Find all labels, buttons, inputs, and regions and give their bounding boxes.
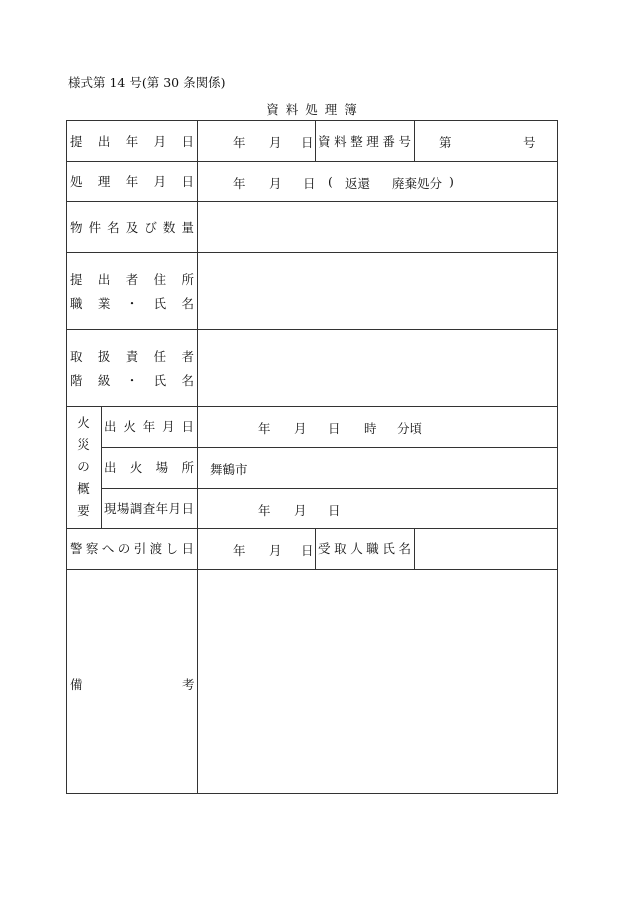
label-char: 住	[153, 272, 167, 287]
handler-rank-label	[70, 370, 194, 390]
outbreak-hour-char: 時	[364, 421, 377, 436]
process-open-paren: (	[328, 174, 333, 189]
label-char: 受	[318, 541, 331, 556]
receiver-name-label	[318, 538, 411, 558]
label-char: 取	[70, 349, 83, 364]
label-char: 氏	[153, 296, 167, 311]
process-close-paren: )	[449, 174, 454, 189]
police-handover-label	[70, 538, 194, 558]
label-char: 数	[162, 220, 176, 235]
item-label	[70, 217, 194, 237]
row-divider	[66, 329, 558, 330]
submitter-address-label	[70, 269, 194, 289]
remarks-label-left: 備	[70, 677, 83, 692]
label-char: 日	[181, 174, 194, 189]
process-option-return: 返還	[345, 176, 371, 191]
fire-summary-char: 概	[77, 481, 90, 496]
row-divider	[66, 201, 558, 202]
row-divider	[66, 569, 558, 570]
label-char: 理	[97, 174, 111, 189]
fire-summary-char: の	[77, 459, 90, 474]
label-char: 月	[162, 419, 175, 434]
label-char: 名	[398, 541, 411, 556]
process-date-day-char: 日	[303, 176, 316, 191]
outbreak-day-char: 日	[328, 421, 341, 436]
fire-summary-char: 要	[77, 503, 90, 518]
police-day-char: 日	[301, 543, 314, 558]
column-divider	[414, 528, 415, 569]
outbreak-month-char: 月	[294, 421, 307, 436]
label-char: 出	[104, 460, 117, 475]
survey-date-label	[104, 498, 194, 518]
label-char: 年	[155, 501, 169, 516]
label-char: ・	[125, 373, 139, 388]
label-char: 量	[181, 220, 194, 235]
label-char: 日	[181, 541, 194, 556]
label-char: 提	[70, 134, 83, 149]
remarks-label-right: 考	[182, 677, 195, 692]
outbreak-date-label	[104, 416, 194, 436]
label-char: 理	[366, 134, 379, 149]
row-divider	[101, 447, 558, 448]
document-number-suffix: 号	[523, 135, 536, 150]
label-char: 級	[97, 373, 111, 388]
label-char: 引	[133, 541, 147, 556]
label-char: 人	[350, 541, 363, 556]
label-char: 日	[181, 419, 194, 434]
label-char: 日	[181, 134, 194, 149]
label-char: 月	[153, 134, 167, 149]
label-char: 名	[107, 220, 120, 235]
row-divider	[66, 406, 558, 407]
survey-day-char: 日	[328, 503, 341, 518]
label-char: 職	[70, 296, 83, 311]
label-char: 渡	[149, 541, 163, 556]
column-divider	[197, 120, 198, 794]
document-number-prefix: 第	[439, 135, 452, 150]
survey-month-char: 月	[294, 503, 307, 518]
process-date-month-char: 月	[269, 176, 282, 191]
column-divider	[101, 406, 102, 528]
label-char: 出	[97, 272, 111, 287]
row-divider	[101, 488, 558, 489]
label-char: 業	[97, 296, 111, 311]
fire-summary-label	[66, 412, 101, 522]
label-char: 日	[181, 501, 194, 516]
label-char: 所	[181, 460, 194, 475]
outbreak-year-char: 年	[258, 421, 271, 436]
outbreak-location-value: 舞鶴市	[210, 462, 248, 477]
process-option-dispose: 廃棄処分	[392, 176, 443, 191]
process-date-label	[70, 171, 194, 191]
submit-date-month-char: 月	[269, 135, 282, 150]
submit-date-day-char: 日	[301, 135, 314, 150]
label-char: 者	[181, 349, 194, 364]
label-char: 火	[123, 419, 136, 434]
police-year-char: 年	[233, 543, 246, 558]
outbreak-minute-char: 分頃	[397, 421, 423, 436]
form-number: 様式第 14 号(第 30 条関係)	[68, 75, 226, 90]
label-char: 月	[153, 174, 167, 189]
fire-summary-char: 火	[77, 415, 90, 430]
label-char: 年	[125, 174, 139, 189]
label-char: の	[117, 541, 131, 556]
label-char: 取	[334, 541, 347, 556]
label-char: 現	[104, 501, 117, 516]
label-char: 料	[334, 134, 347, 149]
column-divider	[315, 120, 316, 161]
row-divider	[66, 161, 558, 162]
label-char: 者	[125, 272, 139, 287]
process-date-year-char: 年	[233, 176, 246, 191]
label-char: 所	[181, 272, 194, 287]
survey-year-char: 年	[258, 503, 271, 518]
label-char: 察	[85, 541, 99, 556]
document-number-label	[318, 131, 411, 151]
label-char: 番	[382, 134, 395, 149]
label-char: 整	[350, 134, 363, 149]
page-title: 資料処理簿	[266, 102, 364, 117]
label-char: 件	[88, 220, 102, 235]
submit-date-year-char: 年	[233, 135, 246, 150]
label-char: 名	[181, 296, 194, 311]
label-char: 場	[116, 501, 130, 516]
label-char: 任	[153, 349, 167, 364]
label-char: 調	[129, 501, 143, 516]
label-char: 氏	[382, 541, 395, 556]
label-char: 階	[70, 373, 83, 388]
label-char: 責	[125, 349, 139, 364]
row-divider	[66, 252, 558, 253]
label-char: 号	[398, 134, 411, 149]
submit-date-label	[70, 131, 194, 151]
label-char: 出	[97, 134, 111, 149]
label-char: 資	[318, 134, 331, 149]
label-char: 物	[70, 220, 83, 235]
label-char: 警	[70, 541, 83, 556]
label-char: し	[165, 541, 179, 556]
label-char: 場	[155, 460, 169, 475]
police-month-char: 月	[269, 543, 282, 558]
label-char: 火	[129, 460, 143, 475]
label-char: ・	[125, 296, 139, 311]
row-divider	[66, 528, 558, 529]
column-divider	[414, 120, 415, 161]
label-char: 月	[168, 501, 182, 516]
fire-summary-char: 災	[77, 437, 90, 452]
label-char: へ	[101, 541, 115, 556]
label-char: 年	[142, 419, 156, 434]
label-char: 職	[366, 541, 379, 556]
label-char: 及	[125, 220, 139, 235]
label-char: 出	[104, 419, 117, 434]
submitter-name-label	[70, 293, 194, 313]
label-char: 扱	[97, 349, 111, 364]
handler-label	[70, 346, 194, 366]
label-char: 査	[142, 501, 156, 516]
label-char: び	[144, 220, 157, 235]
label-char: 氏	[153, 373, 167, 388]
outbreak-location-label	[104, 457, 194, 477]
label-char: 名	[181, 373, 194, 388]
column-divider	[315, 528, 316, 569]
label-char: 提	[70, 272, 83, 287]
label-char: 処	[70, 174, 83, 189]
label-char: 年	[125, 134, 139, 149]
